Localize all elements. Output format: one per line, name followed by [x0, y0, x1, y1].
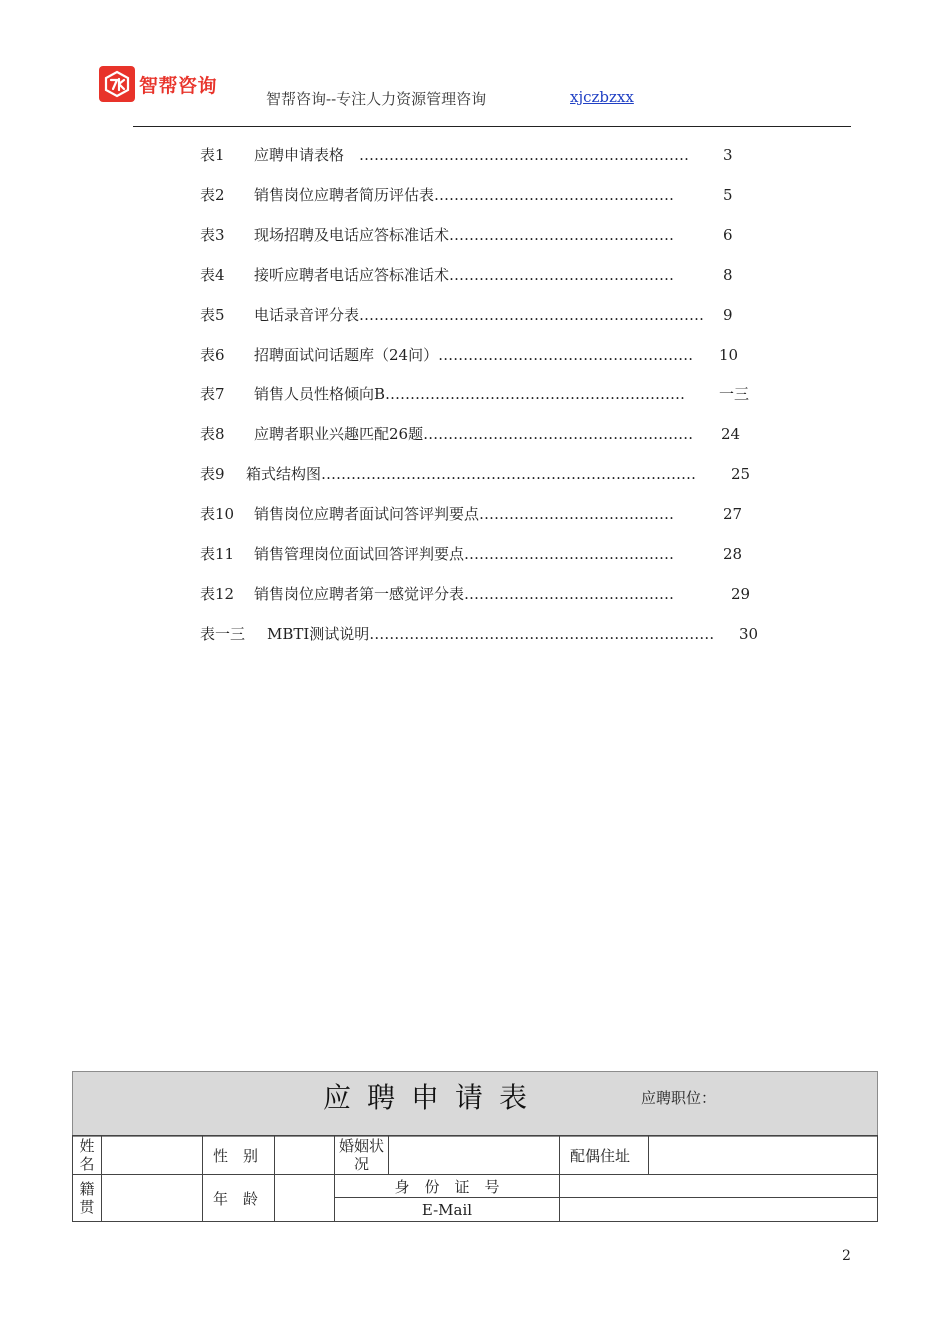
toc-entry-label: 表12	[200, 584, 235, 603]
hometown-field[interactable]	[102, 1175, 203, 1222]
marital-status-field[interactable]	[389, 1136, 560, 1175]
toc-entry-label: 表7	[200, 385, 225, 404]
id-number-field[interactable]	[560, 1175, 878, 1198]
marital-status-label: 婚姻状况	[335, 1136, 389, 1175]
spouse-address-label: 配偶住址	[560, 1136, 649, 1175]
toc-entry-title: 销售人员性格倾向B……………………………………………………	[254, 385, 686, 404]
toc-entry-page: 5	[723, 185, 733, 204]
hometown-label: 籍贯	[73, 1175, 102, 1222]
toc-entry-label: 表8	[200, 425, 225, 444]
toc-entry-page: 28	[723, 545, 743, 563]
gender-label: 性 别	[203, 1136, 275, 1175]
toc-entry[interactable]	[200, 462, 800, 486]
toc-entry-page: 6	[723, 225, 733, 244]
toc-entry[interactable]	[200, 343, 800, 367]
toc-entry-label: 表10	[200, 505, 235, 524]
age-label: 年 龄	[203, 1175, 275, 1222]
table-of-contents	[0, 0, 950, 660]
toc-entry[interactable]	[200, 303, 800, 327]
email-label: E-Mail	[335, 1198, 560, 1222]
toc-entry-title: 销售岗位应聘者面试问答评判要点…………………………………	[254, 505, 675, 524]
age-field[interactable]	[275, 1175, 335, 1222]
toc-entry-label: 表2	[200, 185, 225, 204]
toc-entry-title: 销售岗位应聘者第一感觉评分表……………………………………	[254, 584, 675, 603]
toc-entry-page: 29	[731, 584, 751, 603]
position-label: 应聘职位：	[641, 1089, 717, 1107]
toc-entry-title: 箱式结构图…………………………………………………………………	[246, 465, 697, 484]
toc-entry[interactable]	[200, 263, 800, 287]
toc-entry-title: 现场招聘及电话应答标准话术………………………………………	[254, 225, 675, 244]
toc-entry-page: 24	[721, 425, 741, 444]
toc-entry[interactable]	[200, 422, 800, 446]
toc-entry-title: 电话录音评分表……………………………………………………………	[254, 305, 705, 324]
toc-entry-label: 表1	[200, 146, 225, 164]
logo-text: 智帮咨询	[139, 74, 218, 97]
toc-entry[interactable]	[200, 622, 800, 646]
spouse-address-field[interactable]	[649, 1136, 878, 1175]
form-title: 应聘申请表	[323, 1081, 544, 1114]
toc-entry-title: 应聘申请表格 …………………………………………………………	[254, 146, 690, 164]
toc-entry-title: 招聘面试问话题库（24问）……………………………………………	[254, 345, 694, 364]
toc-entry-page: 30	[739, 624, 759, 643]
toc-entry[interactable]	[200, 382, 800, 406]
toc-entry-title: 销售管理岗位面试回答评判要点……………………………………	[254, 545, 675, 563]
toc-entry-label: 表3	[200, 225, 225, 244]
toc-entry-page: 9	[723, 305, 733, 324]
toc-entry-title: 销售岗位应聘者简历评估表…………………………………………	[254, 185, 675, 204]
toc-entry-title: MBTI测试说明……………………………………………………………	[267, 624, 715, 643]
name-label: 姓名	[73, 1136, 102, 1175]
email-field[interactable]	[560, 1198, 878, 1222]
toc-entry-label: 表4	[200, 265, 225, 284]
toc-entry-label: 表5	[200, 305, 225, 324]
toc-entry-page: 8	[723, 265, 733, 284]
toc-entry-title: 接听应聘者电话应答标准话术………………………………………	[254, 265, 675, 284]
toc-entry-page: 25	[731, 465, 751, 484]
page-number: 2	[842, 1248, 851, 1264]
toc-entry[interactable]	[200, 223, 800, 247]
header-tagline: 智帮咨询--专注人力资源管理咨询	[266, 90, 487, 108]
toc-entry[interactable]	[200, 143, 800, 167]
form-header	[72, 1071, 878, 1137]
toc-entry[interactable]	[200, 183, 800, 207]
toc-entry-label: 表11	[200, 545, 235, 563]
application-form	[72, 1071, 878, 1224]
id-number-label: 身 份 证 号	[335, 1175, 560, 1198]
gender-field[interactable]	[275, 1136, 335, 1175]
form-grid	[72, 1135, 878, 1222]
toc-entry-label: 表一三	[200, 624, 246, 643]
toc-entry-label: 表9	[200, 465, 225, 484]
name-field[interactable]	[102, 1136, 203, 1175]
toc-entry[interactable]	[200, 582, 800, 606]
toc-entry-page: 27	[723, 505, 743, 524]
toc-entry-label: 表6	[200, 345, 225, 364]
toc-entry-page: 10	[719, 345, 739, 364]
toc-entry[interactable]	[200, 502, 800, 526]
toc-entry-page: 一三	[719, 385, 750, 404]
toc-entry-title: 应聘者职业兴趣匹配26题………………………………………………	[254, 425, 694, 444]
header-link[interactable]: xjczbzxx	[570, 88, 634, 106]
toc-entry-page: 3	[723, 146, 733, 164]
toc-entry[interactable]	[200, 542, 800, 566]
